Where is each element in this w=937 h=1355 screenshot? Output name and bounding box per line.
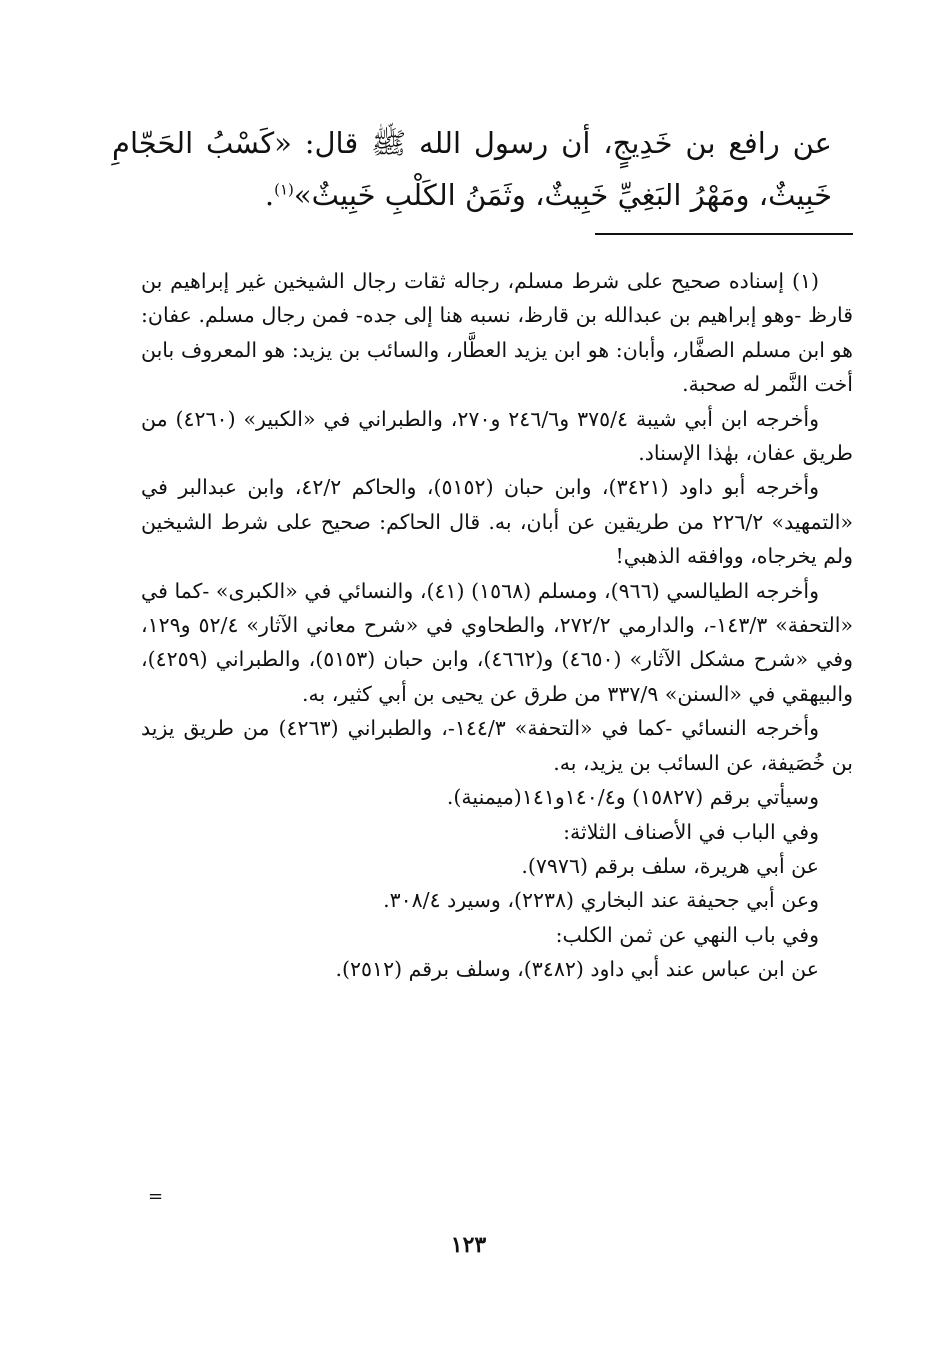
- footnotes-section: [141, 264, 853, 987]
- footnote-paragraph: وأخرجه ابن أبي شيبة ٣٧٥/٤ و٢٤٦/٦ و٢٧٠، والطبراني في «الكبير» (٤٢٦٠) من طريق عفان، بهٰذا الإسناد.: [141, 406, 853, 466]
- continuation-mark: =: [148, 1186, 164, 1207]
- hadith-end-mark: .: [264, 178, 275, 212]
- footnote-paragraph: وأخرجه النسائي -كما في «التحفة» ١٤٤/٣-، والطبراني (٤٢٦٣) من طريق يزيد بن خُصَيفة، عن السائب بن يزيد، به.: [141, 716, 853, 775]
- footnote-line: عن أبي هريرة، سلف برقم (٧٩٧٦).: [521, 853, 819, 878]
- footnote-line: وفي باب النهي عن ثمن الكلب:: [555, 922, 819, 947]
- footnote-reference[interactable]: (١): [274, 180, 294, 199]
- footnote-paragraph: (١) إسناده صحيح على شرط مسلم، رجاله ثقات رجال الشيخين غير إبراهيم بن قارظ -وهو إبراهيم بن عبدالله بن قارظ، نسبه هنا إلى جده- فمن رجال مسلم. عفان: هو ابن مسلم الصفَّار، وأبان: هو ابن يزيد العطَّار، والسائب بن يزيد: هو المعروف بابن أخت النَّمر له صحبة.: [141, 269, 853, 397]
- footnote-line: عن ابن عباس عند أبي داود (٣٤٨٢)، وسلف برقم (٢٥١٢).: [335, 957, 819, 982]
- footnote-line: وفي الباب في الأصناف الثلاثة:: [563, 819, 819, 844]
- footnote-line: وسيأتي برقم (١٥٨٢٧) و١٤٠/٤و١٤١(ميمنية).: [446, 785, 819, 810]
- hadith-text: [112, 117, 832, 221]
- footnote-paragraph: وأخرجه أبو داود (٣٤٢١)، وابن حبان (٥١٥٢)، والحاكم ٤٢/٢، وابن عبدالبر في «التمهيد» ٢٢٦/٢ من طريقين عن أبان، به. قال الحاكم: صحيح على شرط الشيخين ولم يخرجاه، ووافقه الذهبي!: [141, 475, 853, 569]
- footnote-separator: [595, 233, 853, 235]
- footnote-line: وعن أبي جحيفة عند البخاري (٢٢٣٨)، وسيرد ٣٠٨/٤.: [383, 888, 819, 913]
- page-number: ١٢٣: [450, 1232, 487, 1258]
- footnote-paragraph: وأخرجه الطيالسي (٩٦٦)، ومسلم (١٥٦٨) (٤١)، والنسائي في «الكبرى» -كما في «التحفة» ١٤٣/٣-، والدارمي ٢٧٢/٢، والطحاوي في «شرح معاني الآثار» ٥٢/٤ و١٢٩، وفي «شرح مشكل الآثار» (٤٦٥٠) و(٤٦٦٢)، وابن حبان (٥١٥٣)، والطبراني (٤٢٥٩)، والبيهقي في «السنن» ٣٣٧/٩ من طرق عن يحيى بن أبي كثير، به.: [141, 578, 853, 706]
- hadith-body: عن رافع بن خَدِيجٍ، أن رسول الله ﷺ قال: «كَسْبُ الحَجّامِ خَبِيثٌ، ومَهْرُ البَغِيِّ خَبِيثٌ، وثَمَنُ الكَلْبِ خَبِيثٌ»: [112, 126, 832, 212]
